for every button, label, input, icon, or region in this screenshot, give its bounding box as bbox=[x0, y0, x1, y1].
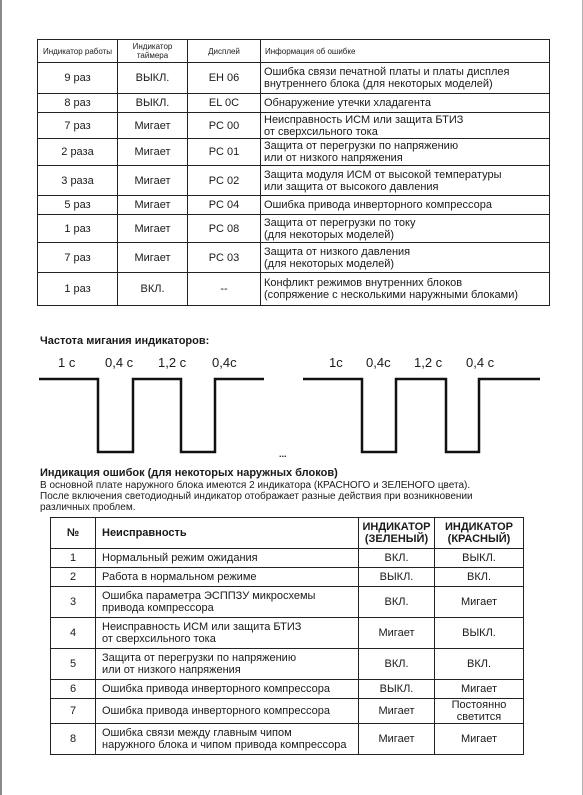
indoor-table-row bbox=[38, 166, 550, 196]
fault-line: Работа в нормальном режиме bbox=[102, 571, 257, 583]
waveform-ellipsis: ... bbox=[279, 449, 287, 459]
error-info-line: Неисправность ИСМ или защита БТИЗ bbox=[264, 113, 464, 126]
cell-error-info bbox=[261, 215, 550, 243]
cell-green-indicator: ВКЛ. bbox=[359, 587, 435, 618]
outdoor-indication-title: Индикация ошибок (для некоторых наружных блоков) bbox=[40, 467, 338, 479]
fault-line: Ошибка связи между главным чипом bbox=[102, 727, 292, 739]
cell-timer-indicator: Мигает bbox=[118, 166, 188, 196]
red-header-line-1: ИНДИКАТОР bbox=[444, 521, 514, 533]
cell-fault bbox=[96, 568, 359, 587]
cell-timer-indicator: Мигает bbox=[118, 113, 188, 139]
cell-red-indicator: ВЫКЛ. bbox=[435, 618, 524, 649]
cell-work-indicator: 1 раз bbox=[38, 273, 118, 306]
cell-green-indicator: ВЫКЛ. bbox=[359, 568, 435, 587]
cell-error-info bbox=[261, 94, 550, 113]
cell-display-code: PC 03 bbox=[188, 243, 261, 273]
cell-number: 5 bbox=[51, 649, 96, 680]
red-indicator-line: Постоянно bbox=[451, 699, 507, 711]
cell-green-indicator: Мигает bbox=[359, 699, 435, 724]
cell-display-code: PC 04 bbox=[188, 196, 261, 215]
outdoor-table-row bbox=[51, 680, 524, 699]
cell-error-info bbox=[261, 139, 550, 166]
cell-red-indicator: Мигает bbox=[435, 587, 524, 618]
cell-number: 4 bbox=[51, 618, 96, 649]
cell-number: 2 bbox=[51, 568, 96, 587]
header-display: Дисплей bbox=[188, 40, 261, 63]
error-info-line: Ошибка привода инверторного компрессора bbox=[264, 199, 492, 211]
cell-timer-indicator: ВЫКЛ. bbox=[118, 94, 188, 113]
error-info-line: Защита от низкого давления bbox=[264, 245, 411, 258]
cell-work-indicator: 9 раз bbox=[38, 63, 118, 94]
header-work-indicator: Индикатор работы bbox=[38, 40, 118, 63]
blink-waveform bbox=[0, 370, 583, 465]
cell-fault bbox=[96, 649, 359, 680]
green-header-line-1: ИНДИКАТОР bbox=[362, 521, 431, 533]
fault-line: Ошибка привода инверторного компрессора bbox=[102, 705, 330, 717]
outdoor-table-row bbox=[51, 724, 524, 755]
fault-line: Ошибка привода инверторного компрессора bbox=[102, 683, 330, 695]
cell-error-info bbox=[261, 243, 550, 273]
blink-duration-label: 1с bbox=[329, 355, 343, 370]
indoor-table-row bbox=[38, 94, 550, 113]
error-info-line: Защита от перегрузки по току bbox=[264, 216, 416, 229]
error-info-line: (для некоторых моделей) bbox=[264, 228, 395, 241]
cell-error-info bbox=[261, 273, 550, 306]
indoor-table-row bbox=[38, 273, 550, 306]
cell-fault bbox=[96, 724, 359, 755]
outdoor-error-table bbox=[50, 517, 524, 755]
fault-line: или от низкого напряжения bbox=[102, 664, 241, 676]
cell-display-code: PC 01 bbox=[188, 139, 261, 166]
description-line-1: В основной плате наружного блока имеются 2 индикатора (КРАСНОГО и ЗЕЛЕНОГО цвета). bbox=[40, 480, 471, 491]
cell-red-indicator: ВКЛ. bbox=[435, 649, 524, 680]
blink-duration-label: 0,4с bbox=[212, 355, 237, 370]
outdoor-table-row bbox=[51, 618, 524, 649]
indoor-table-row bbox=[38, 196, 550, 215]
cell-display-code: PC 02 bbox=[188, 166, 261, 196]
indoor-table-header bbox=[38, 40, 550, 63]
indoor-table-row bbox=[38, 113, 550, 139]
indoor-table-row bbox=[38, 139, 550, 166]
cell-red-indicator: ВКЛ. bbox=[435, 568, 524, 587]
fault-line: от сверхсильного тока bbox=[102, 633, 216, 645]
cell-timer-indicator: ВЫКЛ. bbox=[118, 63, 188, 94]
blink-duration-label: 1,2 с bbox=[414, 355, 443, 370]
error-info-line: (для некоторых моделей) bbox=[264, 257, 395, 270]
description-line-3: различных проблем. bbox=[40, 502, 136, 513]
cell-red-indicator: ВЫКЛ. bbox=[435, 549, 524, 568]
cell-work-indicator: 2 раза bbox=[38, 139, 118, 166]
cell-number: 8 bbox=[51, 724, 96, 755]
cell-timer-indicator: Мигает bbox=[118, 196, 188, 215]
header-timer-indicator: Индикатор таймера bbox=[118, 40, 188, 63]
blink-duration-label: 1 с bbox=[58, 355, 76, 370]
header-fault: Неисправность bbox=[96, 518, 359, 549]
cell-display-code: EL 0C bbox=[188, 94, 261, 113]
outdoor-table-row bbox=[51, 549, 524, 568]
blink-duration-label: 0,4 с bbox=[105, 355, 134, 370]
cell-work-indicator: 7 раз bbox=[38, 113, 118, 139]
header-green-indicator bbox=[359, 518, 435, 549]
cell-number: 7 bbox=[51, 699, 96, 724]
cell-display-code: PC 08 bbox=[188, 215, 261, 243]
cell-error-info bbox=[261, 113, 550, 139]
red-header-line-2: (КРАСНЫЙ) bbox=[447, 533, 511, 545]
cell-number: 6 bbox=[51, 680, 96, 699]
error-info-line: внутреннего блока (для некоторых моделей) bbox=[264, 78, 493, 90]
error-info-line: Ошибка связи печатной платы и платы дисплея bbox=[264, 66, 510, 78]
blink-duration-label: 1,2 с bbox=[158, 355, 187, 370]
indoor-table-row bbox=[38, 63, 550, 94]
header-number: № bbox=[51, 518, 96, 549]
cell-timer-indicator: Мигает bbox=[118, 215, 188, 243]
cell-timer-indicator: Мигает bbox=[118, 139, 188, 166]
cell-number: 1 bbox=[51, 549, 96, 568]
error-info-line: Защита от перегрузки по напряжению bbox=[264, 140, 459, 152]
cell-green-indicator: Мигает bbox=[359, 724, 435, 755]
cell-red-indicator bbox=[435, 699, 524, 724]
fault-line: привода компрессора bbox=[102, 602, 214, 614]
cell-green-indicator: ВЫКЛ. bbox=[359, 680, 435, 699]
outdoor-table-row bbox=[51, 568, 524, 587]
cell-work-indicator: 1 раз bbox=[38, 215, 118, 243]
waveform-left bbox=[39, 379, 264, 452]
green-header-line-2: (ЗЕЛЕНЫЙ) bbox=[364, 533, 429, 545]
header-red-indicator bbox=[435, 518, 524, 549]
cell-error-info bbox=[261, 63, 550, 94]
outdoor-description bbox=[40, 480, 473, 513]
cell-fault bbox=[96, 699, 359, 724]
blink-duration-label: 0,4с bbox=[366, 355, 391, 370]
description-line-2: После включения светодиодный индикатор отображает разные действия при возникновении bbox=[40, 491, 473, 502]
cell-red-indicator: Мигает bbox=[435, 724, 524, 755]
error-info-line: Конфликт режимов внутренних блоков bbox=[264, 277, 463, 289]
indoor-table-row bbox=[38, 243, 550, 273]
cell-fault bbox=[96, 549, 359, 568]
outdoor-table-row bbox=[51, 699, 524, 724]
outdoor-table-header bbox=[51, 518, 524, 549]
cell-timer-indicator: Мигает bbox=[118, 243, 188, 273]
error-info-line: (сопряжение с несколькими наружными блоками) bbox=[264, 289, 519, 301]
cell-red-indicator: Мигает bbox=[435, 680, 524, 699]
cell-green-indicator: ВКЛ. bbox=[359, 649, 435, 680]
cell-display-code: EH 06 bbox=[188, 63, 261, 94]
cell-fault bbox=[96, 587, 359, 618]
fault-line: Неисправность ИСМ или защита БТИЗ bbox=[102, 621, 302, 633]
blink-frequency-title: Частота мигания индикаторов: bbox=[40, 335, 210, 347]
cell-green-indicator: Мигает bbox=[359, 618, 435, 649]
indoor-error-table bbox=[37, 39, 550, 306]
cell-work-indicator: 5 раз bbox=[38, 196, 118, 215]
outdoor-table-row bbox=[51, 587, 524, 618]
cell-fault bbox=[96, 680, 359, 699]
outdoor-table-row bbox=[51, 649, 524, 680]
error-info-line: от сверхсильного тока bbox=[264, 125, 378, 138]
cell-error-info bbox=[261, 196, 550, 215]
cell-work-indicator: 7 раз bbox=[38, 243, 118, 273]
cell-work-indicator: 3 раза bbox=[38, 166, 118, 196]
cell-green-indicator: ВКЛ. bbox=[359, 549, 435, 568]
fault-line: наружного блока и чипом привода компрессора bbox=[102, 739, 347, 751]
waveform-right bbox=[303, 379, 540, 452]
blink-duration-label: 0,4 с bbox=[466, 355, 495, 370]
cell-number: 3 bbox=[51, 587, 96, 618]
cell-fault bbox=[96, 618, 359, 649]
fault-line: Нормальный режим ожидания bbox=[102, 552, 258, 564]
cell-work-indicator: 8 раз bbox=[38, 94, 118, 113]
fault-line: Защита от перегрузки по напряжению bbox=[102, 652, 297, 664]
fault-line: Ошибка параметра ЭСППЗУ микросхемы bbox=[102, 590, 316, 602]
error-info-line: или защита от высокого давления bbox=[264, 180, 439, 193]
cell-display-code: -- bbox=[188, 273, 261, 306]
error-info-line: Защита модуля ИСМ от высокой температуры bbox=[264, 168, 502, 181]
error-info-line: или от низкого напряжения bbox=[264, 152, 403, 164]
cell-timer-indicator: ВКЛ. bbox=[118, 273, 188, 306]
red-indicator-line: светится bbox=[456, 711, 502, 723]
cell-display-code: PC 00 bbox=[188, 113, 261, 139]
error-info-line: Обнаружение утечки хладагента bbox=[264, 97, 432, 109]
indoor-table-row bbox=[38, 215, 550, 243]
cell-error-info bbox=[261, 166, 550, 196]
header-error-info: Информация об ошибке bbox=[261, 40, 550, 63]
